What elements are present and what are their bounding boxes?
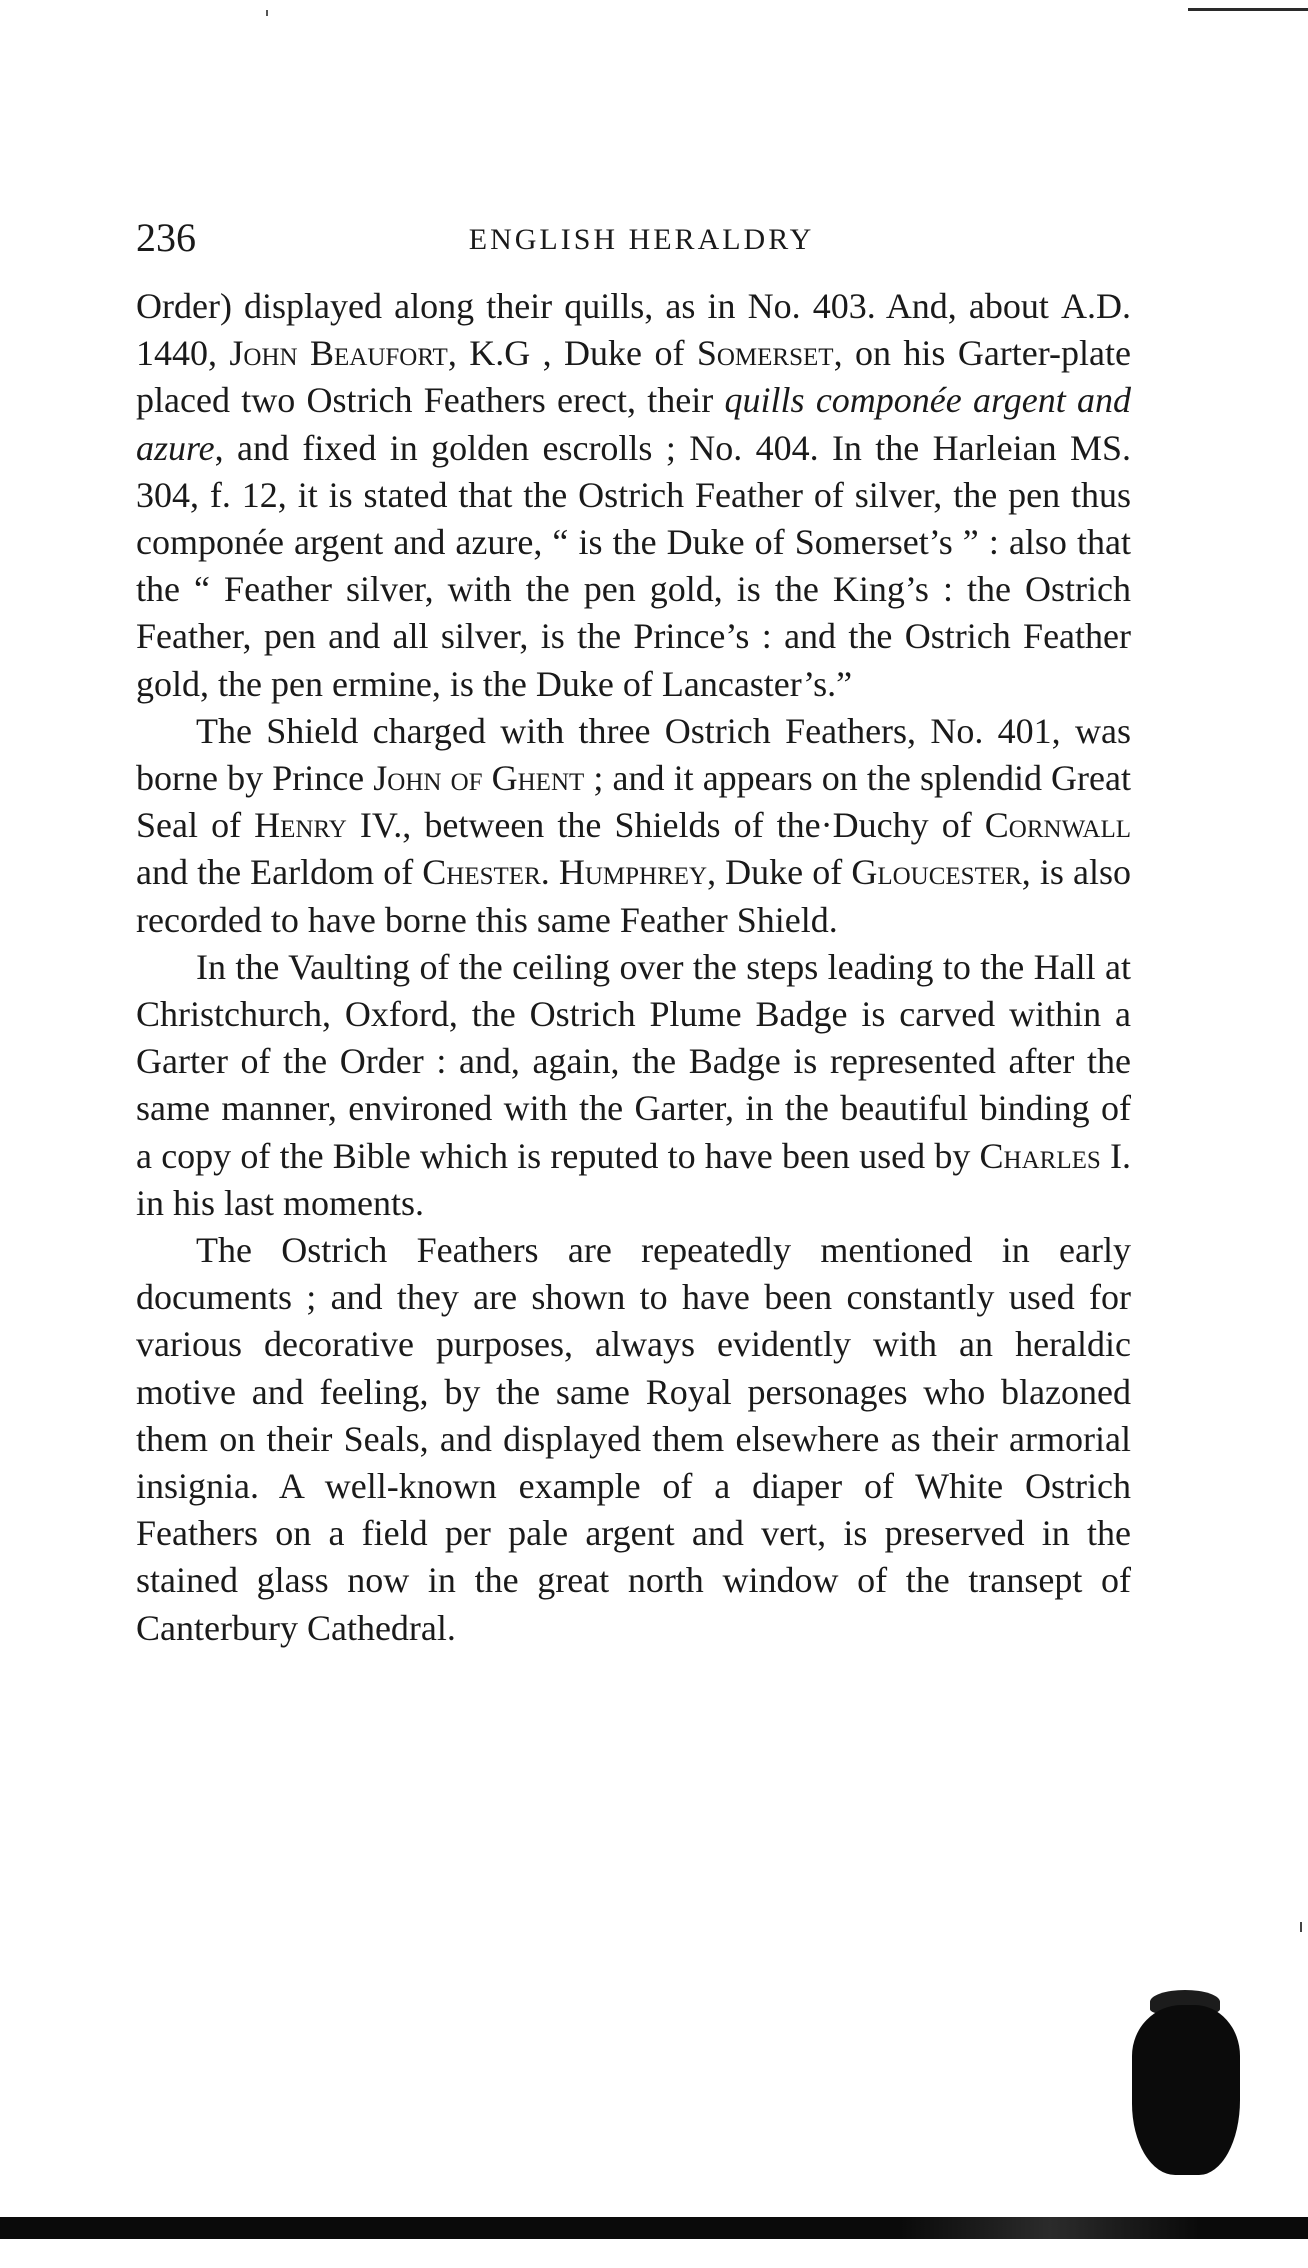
text-run: The Ostrich Feathers are repeatedly mentioned in early documents ; and they are shown to have been constantly used for various decorative purposes, always evidently with an heraldic motive and feeling, by the same Royal personages who blazoned them on their Seals, and displayed them elsewhere as their armorial insignia. A well-known example of a diaper of White Ostrich Feathers on a field per pale argent and vert, is preserved in the stained glass now in the great north window of the transept of Canterbury Cathedral. [136,1230,1131,1648]
person-name: John of Ghent [373,758,585,799]
place-name: Chester [422,852,541,893]
text-run: The Shield charged with three Ostrich Feathers, No. 401, was borne by Prince [136,710,1131,799]
running-head: ENGLISH HERALDRY [468,223,815,256]
scan-speck [266,10,268,16]
text-run: , and fixed in golden escrolls ; No. 404. In the Harleian MS. 304, f. 12, it is stated that the Ostrich Feather of silver, the pen thus componée argent and azure, “ is the Duke of Somerset’s ” : also that the “ Feather silver, with the pen gold, is the King’s : the Ostrich Feather, pen and all silver, is the Prince’s : and the Ostrich Feather gold, the pen ermine, is the Duke of Lancaster’s.” [136,427,1131,704]
body-text [136,283,1131,1652]
person-name: Henry [254,805,347,846]
date-era: A.D. [1061,286,1131,326]
blazon-italic: quills componée argent and azure [136,380,1131,468]
person-name: Charles [979,1135,1101,1176]
place-name: Cornwall [984,805,1131,846]
paragraph-1 [136,283,1131,708]
text-run: . [540,852,559,893]
person-name: John Beaufort [229,333,448,374]
person-name: Humphrey [558,852,708,893]
ink-blot [1132,2005,1240,2175]
text-run: , on his Garter-plate placed two Ostrich Feathers erect, their [136,333,1131,421]
text-run: and the Earldom of [136,852,423,893]
text-run: ; and it appears on the splendid Great Seal of [136,758,1132,846]
text-run: In the Vaulting of the ceiling over the steps leading to the Hall at Christchurch, Oxford, the Ostrich Plume Badge is carved within a Garter of the Order : and, again, the Badge is represented after the same manner, environed with the Garter, in the beautiful binding of a copy of the Bible which is reputed to have been used by [136,946,1131,1176]
title-name: Somerset [696,333,834,374]
paragraph-2 [136,708,1131,944]
text-run: Order) displayed along their quills, as in No. 403. And, about [136,286,1061,326]
paragraph-4 [136,1227,1131,1652]
scan-bottom-edge-highlight [900,2217,1200,2239]
scan-mark [1300,1922,1302,1932]
text-run: , K.G , Duke of [447,333,697,374]
text-run: I. in his last moments. [136,1135,1131,1223]
text-run: 1440, [136,333,230,374]
title-name: Gloucester [851,852,1022,893]
text-run: , Duke of [707,852,852,893]
paragraph-3 [136,944,1131,1227]
page-number: 236 [136,215,196,260]
text-run: , is also recorded to have borne this same Feather Shield. [136,852,1131,940]
scan-edge-rule [1188,8,1308,11]
page-header [136,212,1131,264]
text-run: IV., between the Shields of the·Duchy of [346,805,985,846]
